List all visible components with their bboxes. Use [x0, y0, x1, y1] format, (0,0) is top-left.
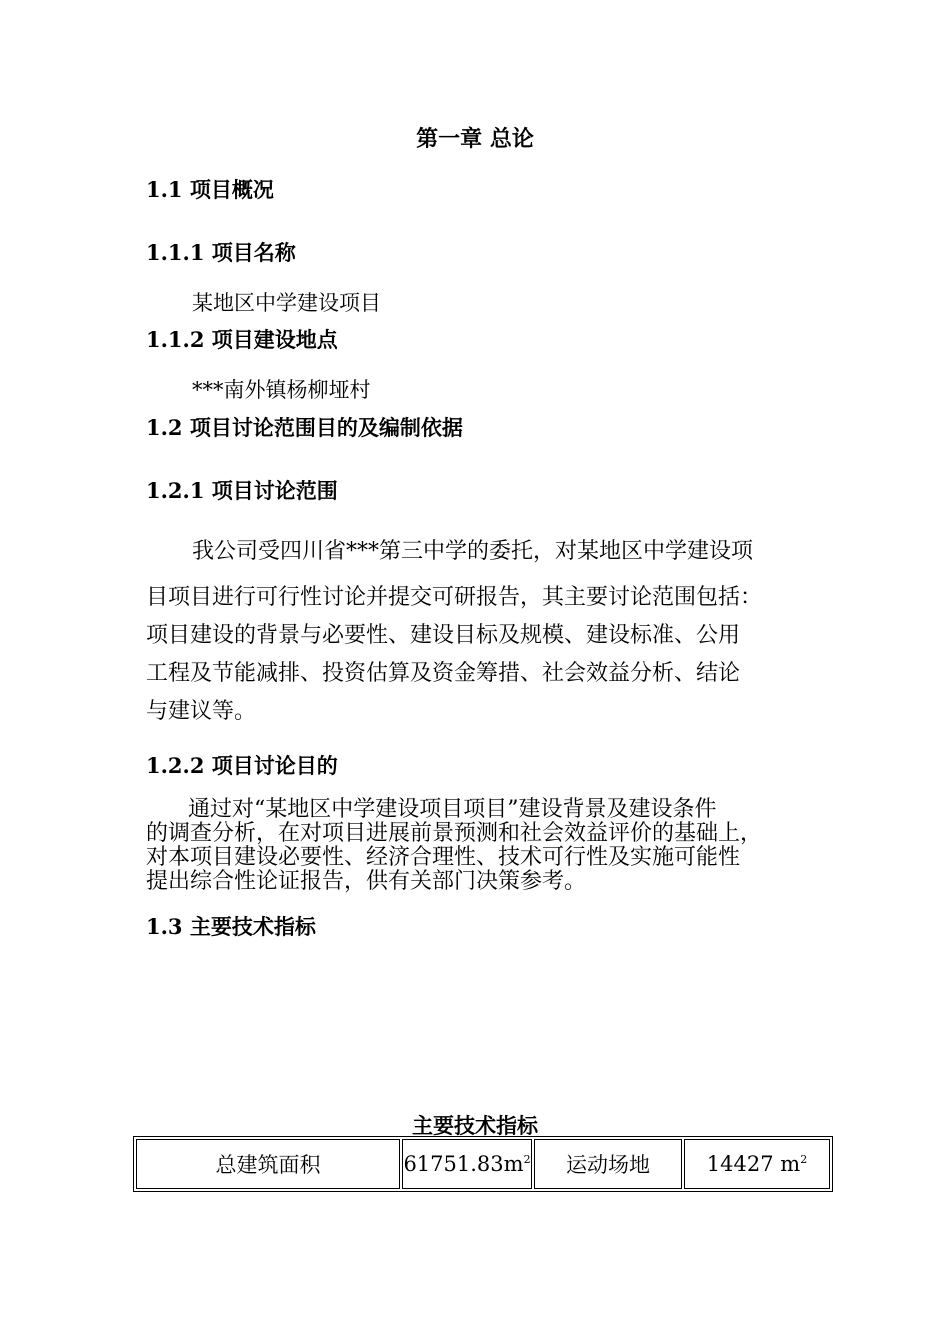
heading-1-2: 1.2 项目讨论范围目的及编制依据: [146, 415, 463, 440]
heading-1-1-1: 1.1.1 项目名称: [146, 240, 296, 265]
table-row: [136, 1139, 830, 1189]
heading-1-1-2: 1.1.2 项目建设地点: [146, 327, 338, 352]
scope-line: 工程及节能减排、投资估算及资金筹措、社会效益分析、结论: [146, 661, 741, 686]
table-cell-label: [136, 1139, 400, 1189]
heading-1-1: 1.1 项目概况: [146, 177, 274, 202]
scope-line: 项目建设的背景与必要性、建设目标及规模、建设标准、公用: [146, 623, 741, 648]
table-cell-value: [402, 1139, 532, 1189]
project-location: ***南外镇杨柳垭村: [192, 378, 371, 402]
scope-line: 我公司受四川省***第三中学的委托，对某地区中学建设项: [192, 539, 754, 564]
scope-paragraph: [146, 533, 816, 731]
scope-line: 与建议等。: [146, 699, 257, 724]
cell-text: 14427 m: [706, 1152, 801, 1176]
cell-text: 61751.83m: [403, 1152, 524, 1176]
project-name: 某地区中学建设项目: [192, 291, 381, 315]
superscript: 2: [800, 1153, 808, 1166]
cell-text: 总建筑面积: [215, 1153, 321, 1177]
purpose-line: 提出综合性论证报告，供有关部门决策参考。: [146, 869, 587, 894]
table-cell-value: [684, 1139, 830, 1189]
purpose-line: 对本项目建设必要性、经济合理性、技术可行性及实施可能性: [146, 845, 741, 870]
table-cell-label: [534, 1139, 682, 1189]
purpose-line: 的调查分析，在对项目进展前景预测和社会效益评价的基础上，: [146, 821, 763, 846]
heading-1-2-1: 1.2.1 项目讨论范围: [146, 478, 338, 503]
chapter-title: 第一章 总论: [416, 126, 534, 152]
scope-line: 目项目进行可行性讨论并提交可研报告，其主要讨论范围包括：: [146, 585, 763, 610]
table-caption: 主要技术指标: [412, 1113, 538, 1138]
heading-1-3: 1.3 主要技术指标: [146, 914, 316, 939]
purpose-line: 通过对“某地区中学建设项目项目”建设背景及建设条件: [188, 797, 717, 822]
indicator-table: [133, 1136, 833, 1192]
heading-1-2-2: 1.2.2 项目讨论目的: [146, 753, 338, 778]
cell-text: 运动场地: [566, 1153, 650, 1177]
superscript: 2: [523, 1153, 531, 1166]
purpose-paragraph: [146, 798, 816, 894]
